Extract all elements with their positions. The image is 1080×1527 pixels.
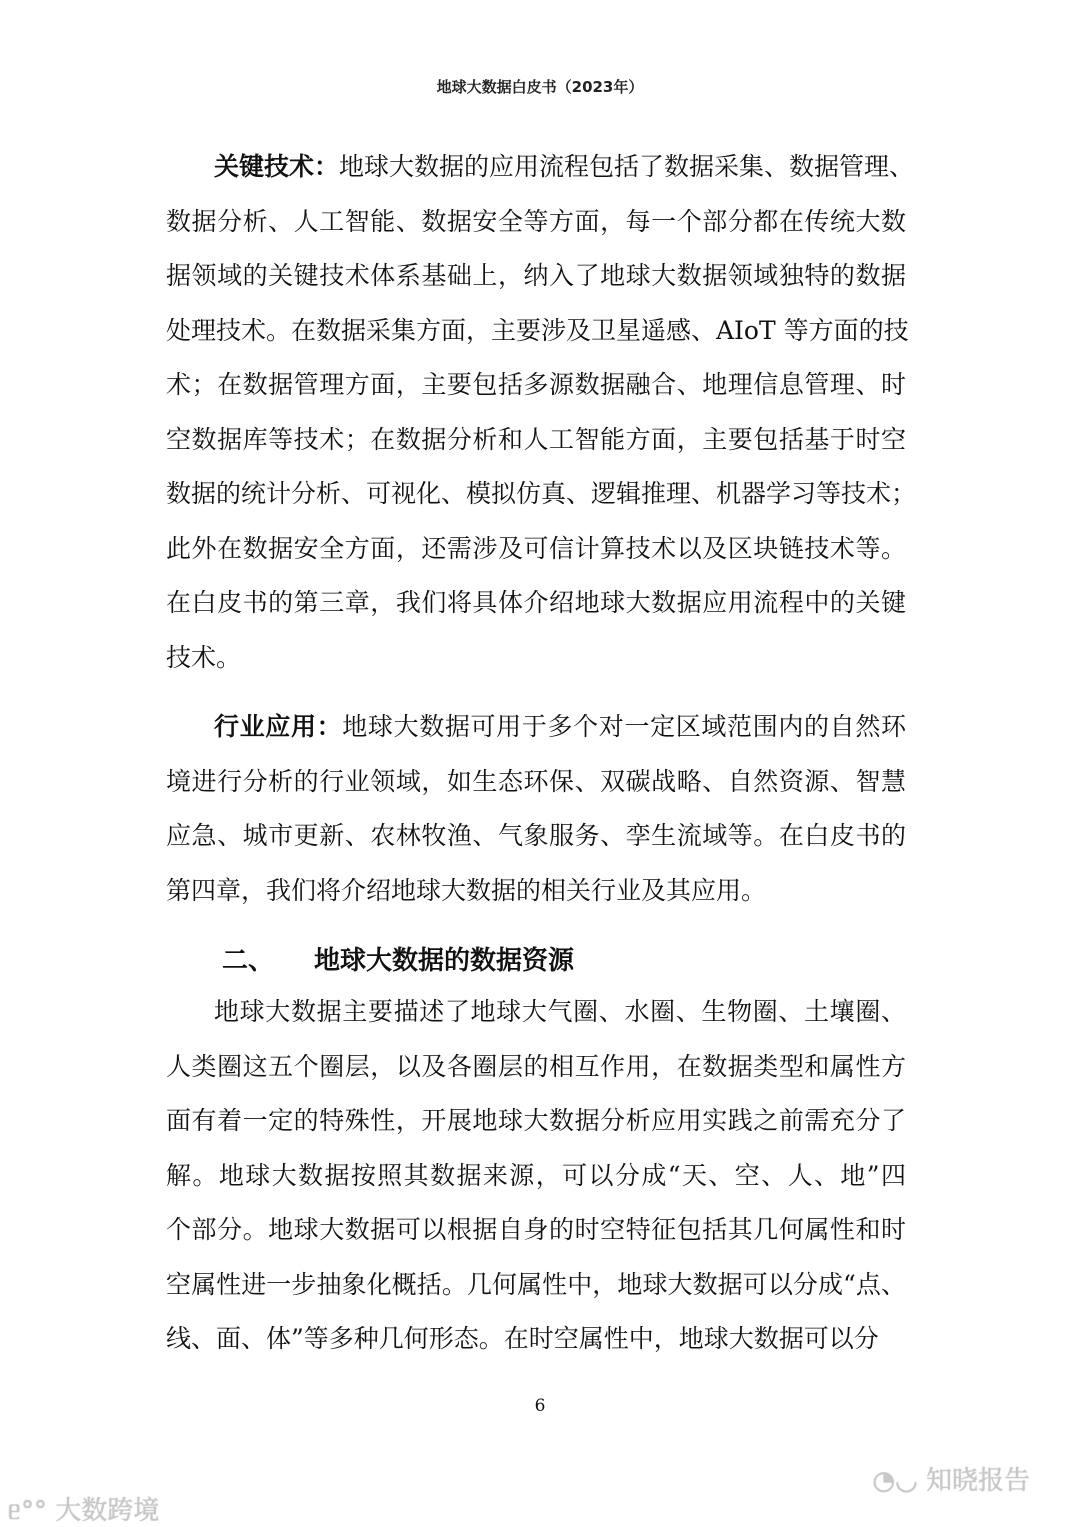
paragraph-line xyxy=(166,315,909,346)
paragraph-line xyxy=(166,261,906,291)
paragraph-lead: 行业应用： xyxy=(214,712,343,741)
section-number: 二、 xyxy=(222,946,275,976)
paragraph-line xyxy=(166,534,906,564)
paragraph-line xyxy=(166,1106,906,1136)
paragraph-line xyxy=(166,479,917,509)
watermark-right: ◔◡ 知晓报告 xyxy=(872,1466,1030,1496)
watermark-left: ᥱ°° 大数跨境 xyxy=(8,1496,160,1526)
line-text: 空数据库等技术；在数据分析和人工智能方面，主要包括基于时空 xyxy=(166,424,906,454)
line-text: 在白皮书的第三章，我们将具体介绍地球大数据应用流程中的关键 xyxy=(166,588,906,617)
line-text: 技术。 xyxy=(166,642,242,672)
line-text: 人类圈这五个圈层，以及各圈层的相互作用，在数据类型和属性方 xyxy=(166,1051,906,1081)
paragraph-line xyxy=(166,1161,906,1191)
section-heading xyxy=(222,940,574,977)
paragraph-line xyxy=(166,1270,906,1300)
page-number: 6 xyxy=(534,1396,546,1416)
watermark-logo-icon: ᥱ°° xyxy=(8,1496,56,1526)
line-text: 第四章，我们将介绍地球大数据的相关行业及其应用。 xyxy=(166,875,767,905)
paragraph-line xyxy=(166,425,906,455)
line-text: 应急、城市更新、农林牧渔、气象服务、孪生流域等。在白皮书的 xyxy=(166,821,906,850)
paragraph-line xyxy=(166,1215,906,1245)
line-text: 面有着一定的特殊性，开展地球大数据分析应用实践之前需充分了 xyxy=(166,1106,906,1135)
paragraph-line xyxy=(166,588,906,618)
paragraph-line xyxy=(214,152,915,182)
paragraph-line xyxy=(166,370,906,400)
paragraph-lead: 关键技术： xyxy=(214,152,340,181)
paragraph-line xyxy=(166,767,906,797)
paragraph-line xyxy=(166,1324,906,1354)
section-title: 地球大数据的数据资源 xyxy=(314,946,575,976)
line-text: 数据的统计分析、可视化、模拟仿真、逻辑推理、机器学习等技术； xyxy=(166,479,917,508)
line-text: 地球大数据可用于多个对一定区域范围内的自然环 xyxy=(342,712,906,741)
paragraph-line xyxy=(166,207,906,237)
line-text: 解。地球大数据按照其数据来源，可以分成“天、空、人、地”四 xyxy=(166,1160,906,1190)
line-text: 数据分析、人工智能、数据安全等方面，每一个部分都在传统大数 xyxy=(166,206,906,236)
line-text: 地球大数据主要描述了地球大气圈、水圈、生物圈、土壤圈、 xyxy=(214,997,906,1026)
line-text: 线、面、体”等多种几何形态。在时空属性中，地球大数据可以分 xyxy=(166,1324,879,1353)
line-text: 术；在数据管理方面，主要包括多源数据融合、地理信息管理、时 xyxy=(166,370,906,399)
running-header: 地球大数据白皮书（2023年） xyxy=(436,78,644,96)
line-text: 空属性进一步抽象化概括。几何属性中，地球大数据可以分成“点、 xyxy=(166,1269,906,1299)
line-text: 此外在数据安全方面，还需涉及可信计算技术以及区块链技术等。 xyxy=(166,533,906,563)
paragraph-line xyxy=(214,997,906,1027)
line-text: 处理技术。在数据采集方面，主要涉及卫星遥感、AIoT 等方面的技 xyxy=(166,315,909,345)
line-text: 地球大数据的应用流程包括了数据采集、数据管理、 xyxy=(339,152,915,181)
paragraph-line xyxy=(166,821,906,851)
line-text: 据领域的关键技术体系基础上，纳入了地球大数据领域独特的数据 xyxy=(166,261,906,290)
line-text: 境进行分析的行业领域，如生态环保、双碳战略、自然资源、智慧 xyxy=(166,766,906,796)
paragraph-line xyxy=(166,1052,906,1082)
paragraph-line xyxy=(166,643,906,673)
paragraph-line xyxy=(166,876,906,906)
line-text: 个部分。地球大数据可以根据自身的时空特征包括其几何属性和时 xyxy=(166,1215,906,1244)
wechat-icon: ◔◡ xyxy=(872,1466,926,1496)
paragraph-line xyxy=(214,712,906,742)
